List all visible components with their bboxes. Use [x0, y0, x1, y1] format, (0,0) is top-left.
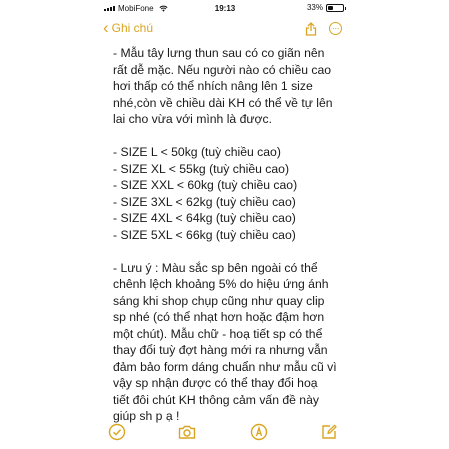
note-line: sp nhé (có thể nhạt hơn hoặc đậm hơn: [113, 310, 325, 324]
status-bar: [98, 0, 352, 18]
note-line: - Lưu ý : Màu sắc sp bên ngoài có thể: [113, 260, 318, 275]
note-line: sáng khi shop chụp cũng như quay clip: [113, 293, 325, 308]
note-line: giúp sh p ạ !: [113, 409, 180, 423]
battery-icon: [326, 4, 344, 12]
battery-group: [307, 3, 344, 12]
chevron-left-icon: ‹: [103, 18, 109, 37]
note-line: đảm bảo form dáng chuẩn như mẫu cũ vì: [113, 359, 337, 374]
more-options-icon[interactable]: ···: [329, 22, 342, 35]
bottom-toolbar: [98, 423, 352, 445]
carrier-name: MobiFone: [118, 4, 154, 13]
note-line: - SIZE XL < 55kg (tuỳ chiều cao): [113, 161, 290, 176]
checklist-icon[interactable]: [108, 423, 126, 441]
note-line: - SIZE 4XL < 64kg (tuỳ chiều cao): [113, 211, 296, 225]
note-line: - SIZE L < 50kg (tuỳ chiều cao): [113, 145, 281, 159]
markup-icon[interactable]: [250, 423, 268, 441]
compose-icon[interactable]: [320, 423, 338, 441]
note-line: thay đổi tuỳ đợt hàng mới ra nhưng vẫn: [113, 343, 328, 357]
note-blank-line: [113, 128, 349, 145]
phone-screen: [98, 0, 352, 449]
battery-percent: 33%: [306, 3, 323, 12]
note-line: rất dễ mặc. Nếu người nào có chiều cao: [113, 62, 332, 77]
note-line: hơi thấp có thể nhích nâng lên 1 size: [113, 79, 313, 93]
note-line: một chút). Mẫu chữ - hoạ tiết sp có thể: [113, 326, 323, 341]
note-line: vậy sp nhận được có thể thay đổi hoạ: [113, 376, 318, 390]
note-body[interactable]: [113, 45, 349, 423]
share-icon[interactable]: [305, 22, 317, 36]
nav-bar: [98, 18, 352, 40]
note-line: - SIZE 5XL < 66kg (tuỳ chiều cao): [113, 227, 296, 242]
camera-icon[interactable]: [178, 423, 196, 441]
note-line: - SIZE XXL < 60kg (tuỳ chiều cao): [113, 178, 298, 192]
back-label: Ghi chú: [111, 20, 154, 35]
note-line: - Mẫu tây lưng thun sau có co giãn nên: [113, 46, 325, 60]
nav-actions: [305, 22, 342, 36]
note-line: - SIZE 3XL < 62kg (tuỳ chiều cao): [113, 194, 296, 209]
back-button[interactable]: [103, 20, 153, 35]
note-line: nhé,còn về chiều dài KH có thể về tự lên: [113, 95, 333, 110]
note-line: chênh lệch khoảng 5% do hiệu ứng ánh: [113, 277, 329, 291]
note-line: lai cho vừa với mình là được.: [113, 112, 272, 126]
note-line: tiết đôi chút KH thông cảm vấn đề này: [113, 392, 319, 407]
clock: 19:13: [214, 4, 236, 13]
note-blank-line: [113, 243, 349, 260]
